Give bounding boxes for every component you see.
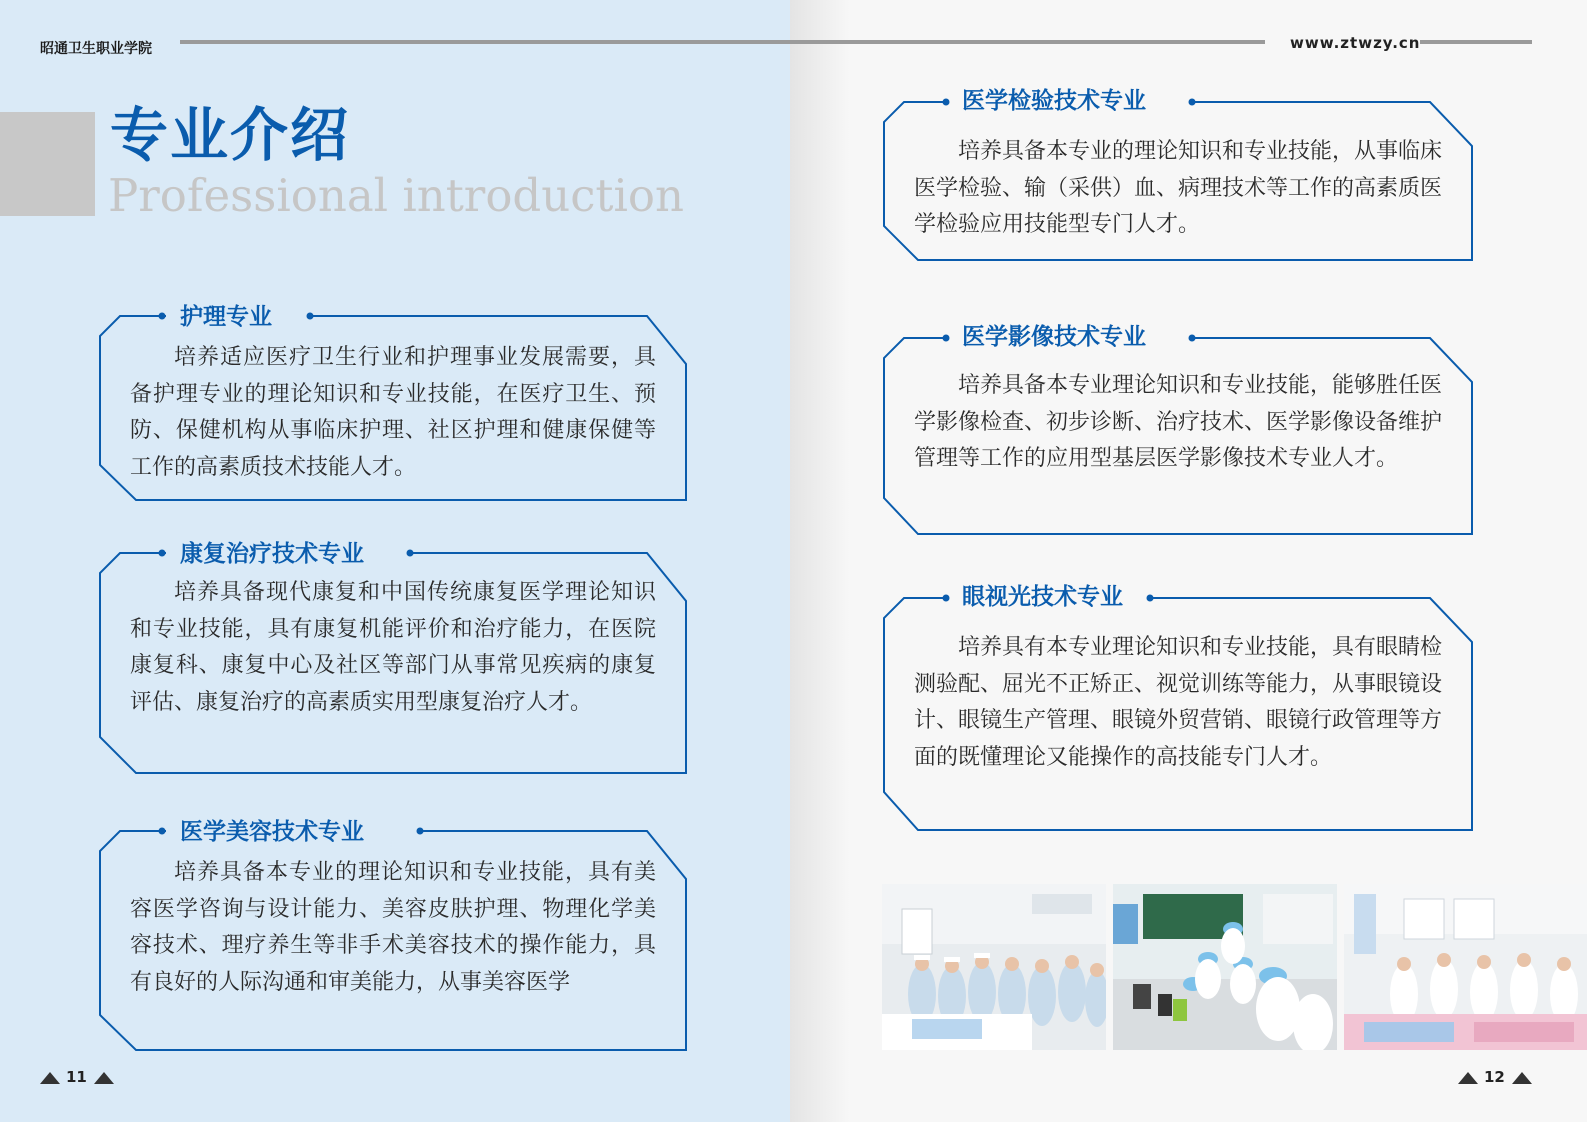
major-card-lab-testing xyxy=(882,86,1474,260)
major-title: 眼视光技术专业 xyxy=(962,584,1123,610)
major-title: 医学影像技术专业 xyxy=(962,324,1146,350)
major-description: 培养具备本专业理论知识和专业技能，能够胜任医学影像检查、初步诊断、治疗技术、医学影像设备维护管理等工作的应用型基层医学影像技术专业人才。 xyxy=(914,373,1443,471)
page-marker-left-icon xyxy=(94,1072,114,1084)
major-card-nursing xyxy=(98,300,688,500)
major-description: 培养适应医疗卫生行业和护理事业发展需要，具备护理专业的理论知识和专业技能，在医疗卫生、预防、保健机构从事临床护理、社区护理和健康保健等工作的高素质技术技能人才。 xyxy=(130,345,656,480)
page-marker-left-icon xyxy=(40,1072,60,1084)
major-card-imaging xyxy=(882,322,1474,534)
page-subtitle: Professional introduction xyxy=(108,169,684,222)
major-title: 医学检验技术专业 xyxy=(962,88,1146,114)
page-number-right: 12 xyxy=(1484,1068,1505,1086)
major-card-rehabilitation xyxy=(98,537,688,773)
lab-microscope-photo xyxy=(1113,884,1337,1050)
major-title: 康复治疗技术专业 xyxy=(180,541,364,567)
beauty-class-photo xyxy=(1344,884,1587,1050)
header-rule-right xyxy=(1420,40,1532,44)
page-number-left: 11 xyxy=(66,1068,87,1086)
major-description: 培养具备本专业的理论知识和专业技能，从事临床医学检验、输（采供）血、病理技术等工作的高素质医学检验应用技能型专门人才。 xyxy=(914,139,1443,237)
title-accent-block xyxy=(0,112,95,216)
school-url[interactable]: www.ztwzy.cn xyxy=(1290,34,1421,52)
page-marker-right-icon xyxy=(1512,1072,1532,1084)
major-description: 培养具备本专业的理论知识和专业技能，具有美容医学咨询与设计能力、美容皮肤护理、物理化学美容技术、理疗养生等非手术美容技术的操作能力，具有良好的人际沟通和审美能力，从事美容医学 xyxy=(130,860,656,995)
photo-strip xyxy=(882,884,1587,1050)
nursing-class-photo xyxy=(882,884,1106,1050)
major-description: 培养具备现代康复和中国传统康复医学理论知识和专业技能，具有康复机能评价和治疗能力，在医院康复科、康复中心及社区等部门从事常见疾病的康复评估、康复治疗的高素质实用型康复治疗人才。 xyxy=(130,580,656,715)
major-card-optometry xyxy=(882,582,1474,830)
page-marker-right-icon xyxy=(1458,1072,1478,1084)
page-title: 专业介绍 xyxy=(110,101,351,169)
header-rule-left xyxy=(180,40,1265,44)
school-name: 昭通卫生职业学院 xyxy=(40,41,152,57)
major-title: 护理专业 xyxy=(180,304,272,330)
major-title: 医学美容技术专业 xyxy=(180,819,364,845)
major-description: 培养具有本专业理论知识和专业技能，具有眼睛检测验配、屈光不正矫正、视觉训练等能力，从事眼镜设计、眼镜生产管理、眼镜外贸营销、眼镜行政管理等方面的既懂理论又能操作的高技能专门人才。 xyxy=(914,635,1443,770)
major-card-cosmetology xyxy=(98,815,688,1050)
